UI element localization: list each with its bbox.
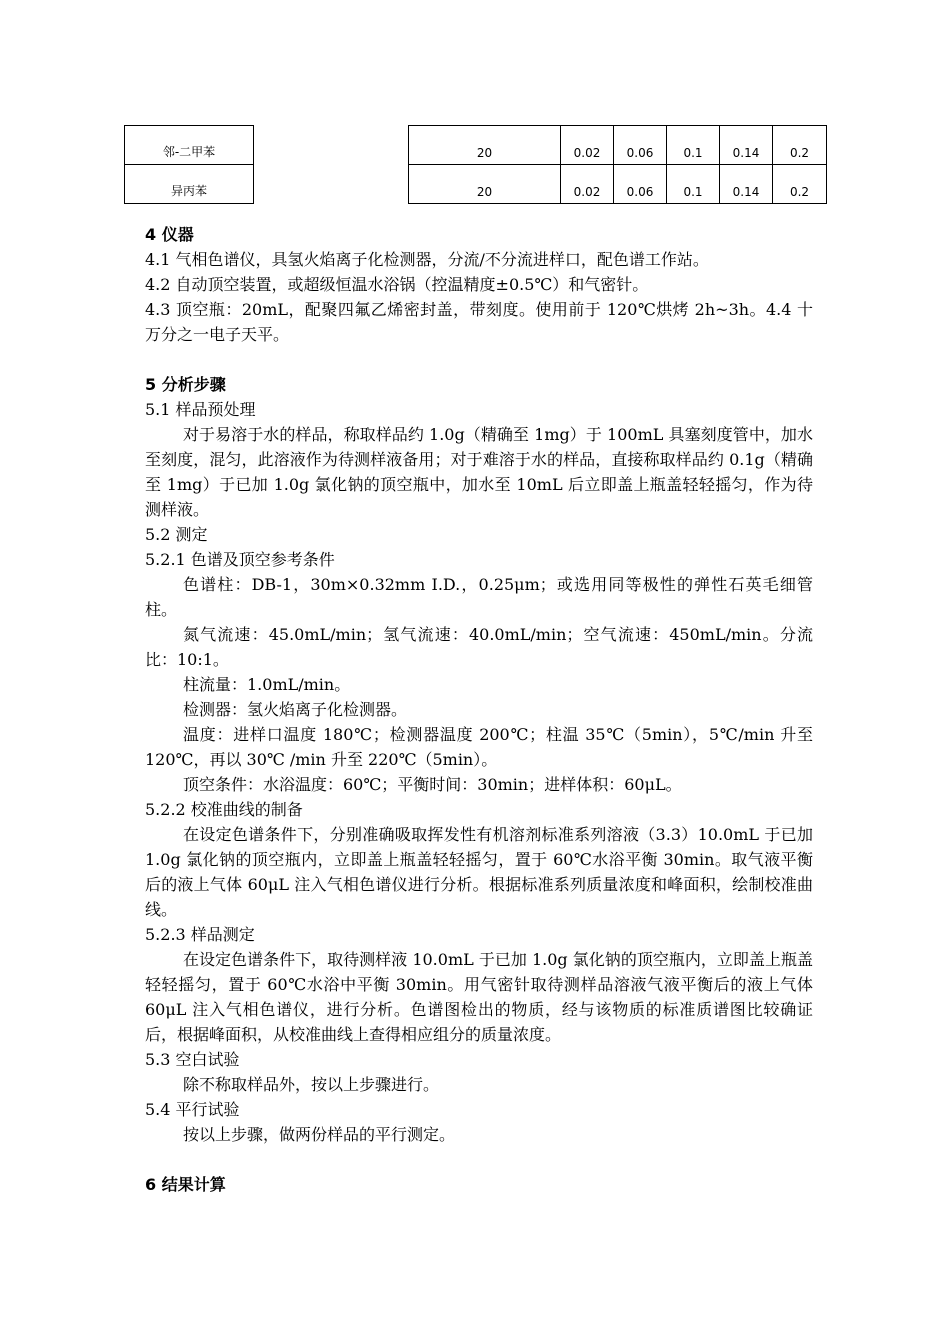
section-heading: 6 结果计算 (145, 1175, 226, 1194)
table-cell-value: 0.2 (773, 165, 827, 204)
table-cell-value: 0.02 (561, 126, 614, 165)
paragraph: 检测器：氢火焰离子化检测器。 (183, 700, 408, 719)
table-cell-conc: 20 (409, 126, 561, 165)
paragraph: 除不称取样品外，按以上步骤进行。 (183, 1075, 440, 1094)
spacer (145, 1147, 813, 1172)
standard-concentration-table (124, 125, 827, 204)
section-heading: 5 分析步骤 (145, 375, 226, 394)
paragraph: 温度：进样口温度 180℃；检测器温度 200℃；柱温 35℃（5min），5℃/min 升至 120℃，再以 30℃ /min 升至 220℃（5min）。 (145, 725, 813, 769)
paragraph: 氮气流速：45.0mL/min；氢气流速：40.0mL/min；空气流速：450mL/min。分流比：10:1。 (145, 625, 813, 669)
subsection-heading: 5.4 平行试验 (145, 1100, 240, 1119)
table-cell-value: 0.02 (561, 165, 614, 204)
spacer (145, 347, 813, 372)
subsection-heading: 5.2.1 色谱及顶空参考条件 (145, 550, 335, 569)
paragraph: 在设定色谱条件下，取待测样液 10.0mL 于已加 1.0g 氯化钠的顶空瓶内，立即盖上瓶盖轻轻摇匀，置于 60℃水浴中平衡 30min。用气密针取待测样品溶液气液平衡后的液上气体 60μL 注入气相色谱仪，进行分析。色谱图检出的物质，经与该物质的标准质谱图比较确证后，根据峰面积，从校准曲线上查得相应组分的质量浓度。 (145, 950, 813, 1044)
subsection-heading: 5.2.3 样品测定 (145, 925, 255, 944)
table-cell-name: 异丙苯 (125, 165, 254, 204)
paragraph: 顶空条件：水浴温度：60℃；平衡时间：30min；进样体积：60μL。 (183, 775, 682, 794)
paragraph: 4.2 自动顶空装置，或超级恒温水浴锅（控温精度±0.5℃）和气密针。 (145, 275, 649, 294)
table-row (125, 165, 827, 204)
paragraph: 4.3 顶空瓶：20mL，配聚四氟乙烯密封盖，带刻度。使用前于 120℃烘烤 2h~3h。4.4 十万分之一电子天平。 (145, 300, 813, 344)
table-cell-conc: 20 (409, 165, 561, 204)
table-cell-value: 0.14 (720, 126, 773, 165)
subsection-heading: 5.3 空白试验 (145, 1050, 240, 1069)
document-body (145, 222, 813, 1197)
subsection-heading: 5.2.2 校准曲线的制备 (145, 800, 303, 819)
paragraph: 对于易溶于水的样品，称取样品约 1.0g（精确至 1mg）于 100mL 具塞刻度管中，加水至刻度，混匀，此溶液作为待测样液备用；对于难溶于水的样品，直接称取样品约 0.1g（精确至 1mg）于已加 1.0g 氯化钠的顶空瓶中，加水至 10mL 后立即盖上瓶盖轻轻摇匀，作为待测样液。 (145, 425, 813, 519)
paragraph: 色谱柱：DB-1，30m×0.32mm I.D.，0.25μm；或选用同等极性的弹性石英毛细管柱。 (145, 575, 813, 619)
table-cell-empty (254, 165, 409, 204)
table-cell-value: 0.2 (773, 126, 827, 165)
subsection-heading: 5.1 样品预处理 (145, 400, 256, 419)
section-heading: 4 仪器 (145, 225, 194, 244)
subsection-heading: 5.2 测定 (145, 525, 208, 544)
table-cell-value: 0.06 (614, 165, 667, 204)
table-cell-value: 0.1 (667, 126, 720, 165)
table-cell-value: 0.1 (667, 165, 720, 204)
paragraph: 在设定色谱条件下，分别准确吸取挥发性有机溶剂标准系列溶液（3.3）10.0mL 于已加 1.0g 氯化钠的顶空瓶内，立即盖上瓶盖轻轻摇匀，置于 60℃水浴平衡 30min。取气液平衡后的液上气体 60μL 注入气相色谱仪进行分析。根据标准系列质量浓度和峰面积，绘制校准曲线。 (145, 825, 813, 919)
table-cell-value: 0.06 (614, 126, 667, 165)
table-cell-empty (254, 126, 409, 165)
paragraph: 4.1 气相色谱仪，具氢火焰离子化检测器，分流/不分流进样口，配色谱工作站。 (145, 250, 709, 269)
paragraph: 柱流量：1.0mL/min。 (183, 675, 351, 694)
paragraph: 按以上步骤，做两份样品的平行测定。 (183, 1125, 456, 1144)
table-cell-value: 0.14 (720, 165, 773, 204)
table-cell-name: 邻-二甲苯 (125, 126, 254, 165)
table-row (125, 126, 827, 165)
